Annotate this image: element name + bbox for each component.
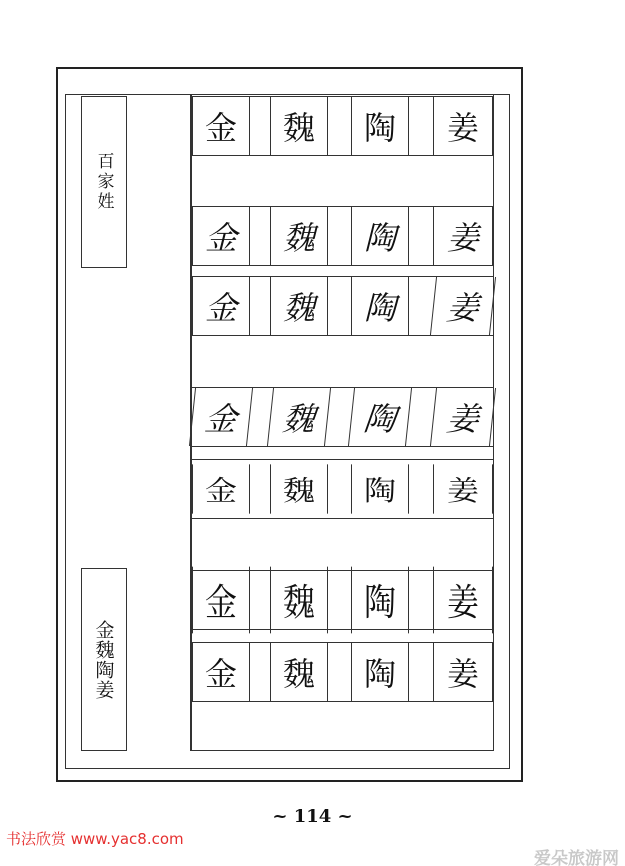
character-cell: 陶 (351, 277, 409, 335)
character-cell: 姜 (433, 97, 493, 155)
page-number: ~ 114 ~ (272, 806, 353, 827)
character-cell: 魏 (270, 643, 328, 701)
character-cell: 金 (189, 388, 253, 446)
character-row (191, 459, 494, 519)
character-cell: 金 (192, 277, 250, 335)
site-watermark: 书法欣赏 www.yac8.com (6, 830, 184, 848)
character-cell: 金 (192, 207, 250, 265)
character-cell: 陶 (348, 388, 412, 446)
character-cell: 魏 (270, 567, 328, 634)
character-cell: 金 (192, 464, 250, 513)
character-cell: 姜 (433, 567, 493, 634)
character-row (191, 387, 494, 447)
character-cell: 金 (192, 97, 250, 155)
character-cell: 姜 (433, 207, 493, 265)
surnames-title: 金魏陶姜 (92, 619, 115, 700)
character-cell: 姜 (433, 643, 493, 701)
character-cell: 魏 (270, 277, 328, 335)
character-row (191, 96, 494, 156)
character-cell: 金 (192, 643, 250, 701)
character-row (191, 570, 494, 630)
character-cell: 陶 (351, 567, 409, 634)
corner-watermark: 爱朵旅游网 (534, 849, 619, 866)
character-cell: 魏 (270, 464, 328, 513)
character-row (191, 206, 494, 266)
surnames-box (81, 568, 127, 751)
character-cell: 金 (192, 567, 250, 634)
character-cell: 魏 (270, 207, 328, 265)
character-cell: 陶 (351, 97, 409, 155)
character-row (191, 642, 494, 702)
character-cell: 魏 (270, 97, 328, 155)
character-cell: 陶 (351, 464, 409, 513)
title-box (81, 96, 127, 268)
character-cell: 陶 (351, 643, 409, 701)
book-title: 百家姓 (93, 152, 114, 212)
character-cell: 魏 (267, 388, 331, 446)
character-cell: 姜 (433, 464, 493, 513)
character-cell: 陶 (351, 207, 409, 265)
blank-column (128, 94, 191, 751)
character-cell: 姜 (430, 277, 496, 335)
character-cell: 姜 (430, 388, 496, 446)
character-row (191, 276, 494, 336)
